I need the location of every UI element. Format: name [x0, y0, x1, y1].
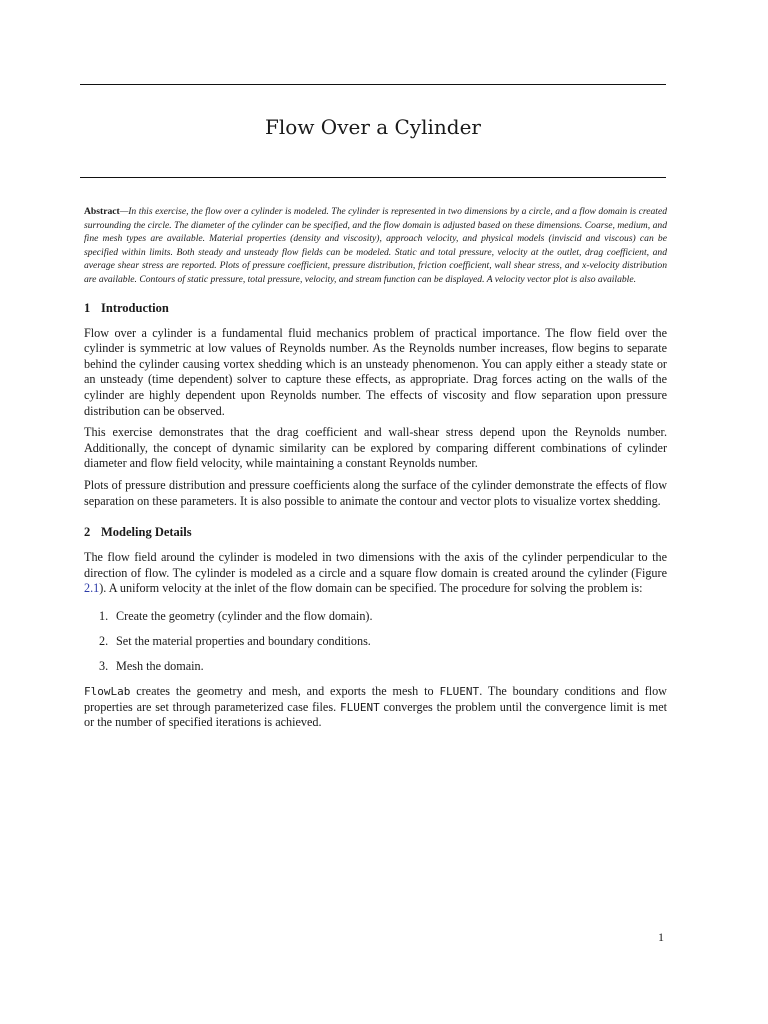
- title-bottom-rule: [80, 177, 666, 178]
- paragraph-text: The flow field around the cylinder is modeled in two dimensions with the axis of the cylinder perpendicular to the direction of flow. The cylinder is modeled as a circle and a square flow domain is created around the cylinder (Figure: [84, 550, 667, 580]
- paragraph-text: converges the problem until the convergence limit is met or the number of specified iterations is achieved.: [84, 699, 667, 730]
- list-item-text: Set the material properties and boundary conditions.: [116, 633, 371, 648]
- title-top-rule: [80, 84, 666, 85]
- fluent-name: FLUENT: [439, 685, 480, 699]
- section-heading-modeling-details: [84, 525, 667, 540]
- paragraph-text: . The boundary conditions and flow properties are set through parameterized case files.: [84, 684, 667, 714]
- list-item: [99, 659, 667, 675]
- paragraph: [84, 550, 667, 597]
- abstract-text: In this exercise, the flow over a cylinder is modeled. The cylinder is represented in two dimensions by a circle, and a flow domain is created surrounding the circle. The diameter of the cylinder can be specified, and the flow domain is adjusted based on these dimensions. Coarse, medium, and fine mesh types are available. Material properties (density and viscosity), approach velocity, and physical models (inviscid and viscous) can be specified within limits. Both steady and unsteady flow fields can be modeled. Static and total pressure, velocity at the outlet, drag coefficient, and average shear stress are reported. Plots of pressure coefficient, pressure distribution, friction coefficient, wall shear stress, and x-velocity distribution are available. Contours of static pressure, total pressure, velocity, and stream function can be displayed. A velocity vector plot is also available.: [84, 206, 667, 285]
- list-item-number: 2.: [99, 633, 109, 648]
- abstract-label: Abstract: [84, 206, 120, 217]
- abstract-dash: —: [119, 206, 129, 217]
- list-item-number: 1.: [99, 608, 109, 623]
- list-item: [99, 634, 667, 650]
- paragraph-text: ). A uniform velocity at the inlet of the flow domain can be specified. The procedure for solving the problem is:: [99, 581, 643, 596]
- section-title: Introduction: [101, 300, 169, 315]
- document-title: Flow Over a Cylinder: [265, 115, 481, 139]
- figure-reference-link[interactable]: 2.1: [84, 581, 100, 596]
- procedure-list: [84, 609, 667, 675]
- section-number: 2: [84, 525, 91, 540]
- page-number: 1: [658, 930, 664, 944]
- paragraph: [84, 684, 667, 731]
- paragraph: This exercise demonstrates that the drag coefficient and wall-shear stress depend upon the Reynolds number. Additionally, the concept of dynamic similarity can be explored by comparing different combinations of cylinder diameter and flow field velocity, while maintaining a constant Reynolds number.: [84, 425, 667, 471]
- flowlab-name: FlowLab: [84, 685, 131, 699]
- document-body: [84, 205, 667, 737]
- section-number: 1: [84, 300, 91, 315]
- list-item: [99, 609, 667, 625]
- section-title: Modeling Details: [101, 525, 192, 540]
- paragraph: Flow over a cylinder is a fundamental fluid mechanics problem of practical importance. The flow field over the cylinder is symmetric at low values of Reynolds number. As the Reynolds number increases, flow begins to separate behind the cylinder causing vortex shedding which is an unsteady phenomenon. You can apply either a steady state or an unsteady (time dependent) solver to capture these effects, as appropriate. Drag forces acting on the walls of the cylinder are highly dependent upon Reynolds number. The effects of viscosity and flow separation upon pressure distribution can be observed.: [84, 325, 667, 418]
- paragraph-text: creates the geometry and mesh, and exports the mesh to: [130, 684, 440, 699]
- abstract: [84, 205, 667, 287]
- paragraph: Plots of pressure distribution and pressure coefficients along the surface of the cylinder demonstrate the effects of flow separation on these parameters. It is also possible to animate the contour and vector plots to visualize vortex shedding.: [84, 477, 667, 508]
- fluent-name: FLUENT: [339, 700, 380, 714]
- list-item-text: Create the geometry (cylinder and the flow domain).: [116, 608, 373, 623]
- list-item-number: 3.: [99, 659, 109, 674]
- section-heading-introduction: [84, 301, 667, 316]
- list-item-text: Mesh the domain.: [116, 659, 204, 674]
